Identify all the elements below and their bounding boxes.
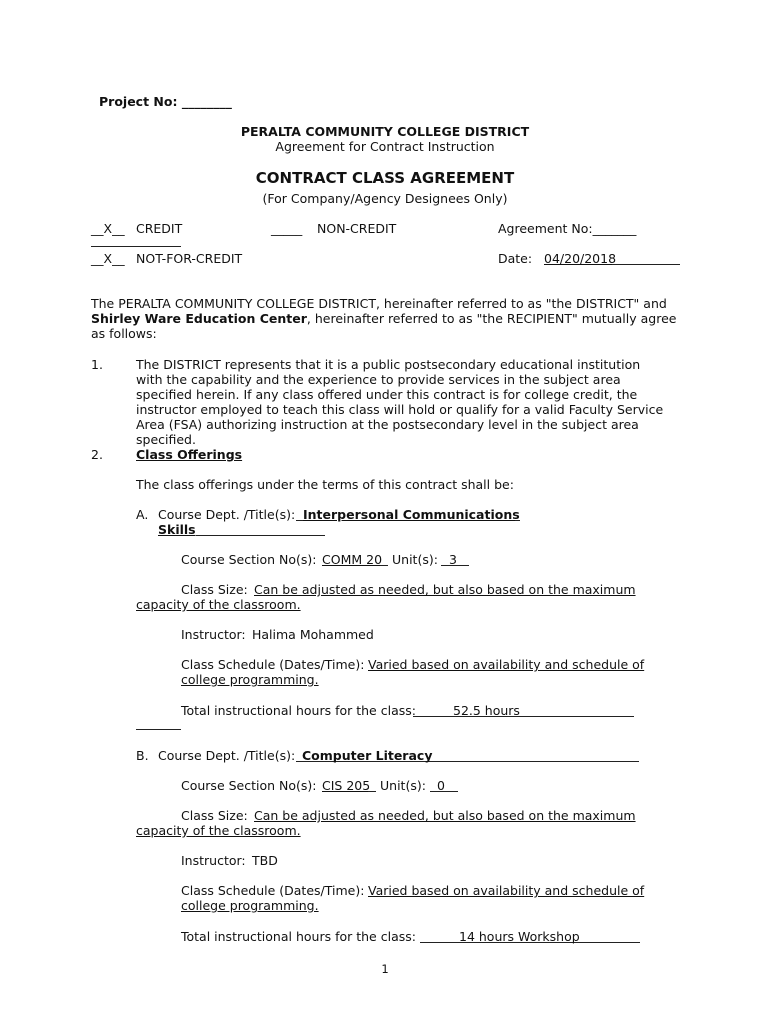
- designee-note: (For Company/Agency Designees Only): [262, 191, 508, 206]
- credit-mark: __X__: [91, 221, 125, 236]
- page-number: 1: [381, 962, 389, 976]
- class-b-units-label: Unit(s):: [380, 778, 426, 793]
- class-a-title-2: Skills: [158, 522, 196, 537]
- class-b-schedule-1: Varied based on availability and schedule of: [368, 883, 645, 898]
- class-b-size-2: capacity of the classroom.: [136, 823, 301, 838]
- class-a-instructor-label: Instructor:: [181, 627, 246, 642]
- intro-line-2-rest: , hereinafter referred to as "the RECIPIENT" mutually agree: [306, 311, 677, 326]
- recipient-name: Shirley Ware Education Center: [91, 311, 307, 326]
- class-b-instructor: TBD: [252, 853, 278, 868]
- class-a-schedule-2: college programming.: [181, 672, 319, 687]
- date-underline: [612, 264, 680, 265]
- section-2-number: 2.: [91, 447, 103, 462]
- blank-line: [380, 565, 388, 566]
- class-b-units: 0: [437, 778, 445, 793]
- blank-line: [368, 791, 376, 792]
- date-label: Date:: [498, 251, 533, 266]
- intro-line-2: [91, 311, 676, 326]
- not-for-credit-mark: __X__: [91, 251, 125, 266]
- class-b-section: CIS 205: [322, 778, 371, 793]
- project-number: Project No: ________: [99, 94, 232, 109]
- class-b-section-label: Course Section No(s):: [181, 778, 317, 793]
- class-a-section: COMM 20: [322, 552, 383, 567]
- class-a-schedule-1: Varied based on availability and schedule of: [368, 657, 645, 672]
- not-for-credit-label: NOT-FOR-CREDIT: [136, 251, 243, 266]
- blank-line: [91, 246, 181, 247]
- class-b-hours: 14 hours Workshop: [459, 929, 580, 944]
- section-2-lead: The class offerings under the terms of this contract shall be:: [136, 477, 514, 492]
- date-value: 04/20/2018: [544, 251, 617, 266]
- credit-label: CREDIT: [136, 221, 183, 236]
- blank-line: [413, 716, 634, 717]
- agreement-subtitle: Agreement for Contract Instruction: [275, 139, 495, 154]
- class-b-hours-label: Total instructional hours for the class:: [181, 929, 416, 944]
- intro-line-3: as follows:: [91, 326, 157, 341]
- class-b-size-1: Can be adjusted as needed, but also based on the maximum: [254, 808, 636, 823]
- blank-line: [296, 520, 303, 521]
- class-a-size-1: Can be adjusted as needed, but also based on the maximum: [254, 582, 636, 597]
- class-b-size-label: Class Size:: [181, 808, 248, 823]
- intro-line-1: The PERALTA COMMUNITY COLLEGE DISTRICT, hereinafter referred to as "the DISTRICT" and: [91, 296, 667, 311]
- class-a-dept-label: Course Dept. /Title(s):: [158, 507, 296, 522]
- class-a-title-1: Interpersonal Communications: [303, 507, 520, 522]
- blank-line: [515, 520, 520, 521]
- noncredit-mark: _____: [271, 221, 303, 236]
- class-a-instructor: Halima Mohammed: [252, 627, 374, 642]
- agreement-number: Agreement No:_______: [498, 221, 637, 236]
- blank-line: [196, 535, 325, 536]
- class-a-hours: 52.5 hours: [453, 703, 520, 718]
- class-a-units: 3: [449, 552, 457, 567]
- class-a-schedule-label: Class Schedule (Dates/Time):: [181, 657, 365, 672]
- section-2-heading: Class Offerings: [136, 447, 243, 462]
- class-a-section-label: Course Section No(s):: [181, 552, 317, 567]
- class-a-units-label: Unit(s):: [392, 552, 438, 567]
- class-a-size-label: Class Size:: [181, 582, 248, 597]
- class-a-letter: A.: [136, 507, 149, 522]
- document-title: CONTRACT CLASS AGREEMENT: [255, 169, 515, 187]
- class-b-schedule-2: college programming.: [181, 898, 319, 913]
- blank-line: [136, 729, 181, 730]
- class-a-hours-label: Total instructional hours for the class:: [181, 703, 416, 718]
- class-b-letter: B.: [136, 748, 149, 763]
- class-b-instructor-label: Instructor:: [181, 853, 246, 868]
- class-b-schedule-label: Class Schedule (Dates/Time):: [181, 883, 365, 898]
- class-b-title: Computer Literacy: [302, 748, 433, 763]
- class-a-size-2: capacity of the classroom.: [136, 597, 301, 612]
- section-1-number: 1.: [91, 357, 103, 372]
- district-name: PERALTA COMMUNITY COLLEGE DISTRICT: [240, 124, 530, 139]
- noncredit-label: NON-CREDIT: [317, 221, 397, 236]
- class-b-dept-label: Course Dept. /Title(s):: [158, 748, 296, 763]
- section-1-text: The DISTRICT represents that it is a public postsecondary educational institution with the capability and the experience to provide services in the subject area specified herein. If any class offered under this contract is for college credit, the instructor employed to teach this class will hold or qualify for a valid Faculty Service Area (FSA) authorizing instruction at the postsecondary level in the subject area specified.: [136, 357, 664, 447]
